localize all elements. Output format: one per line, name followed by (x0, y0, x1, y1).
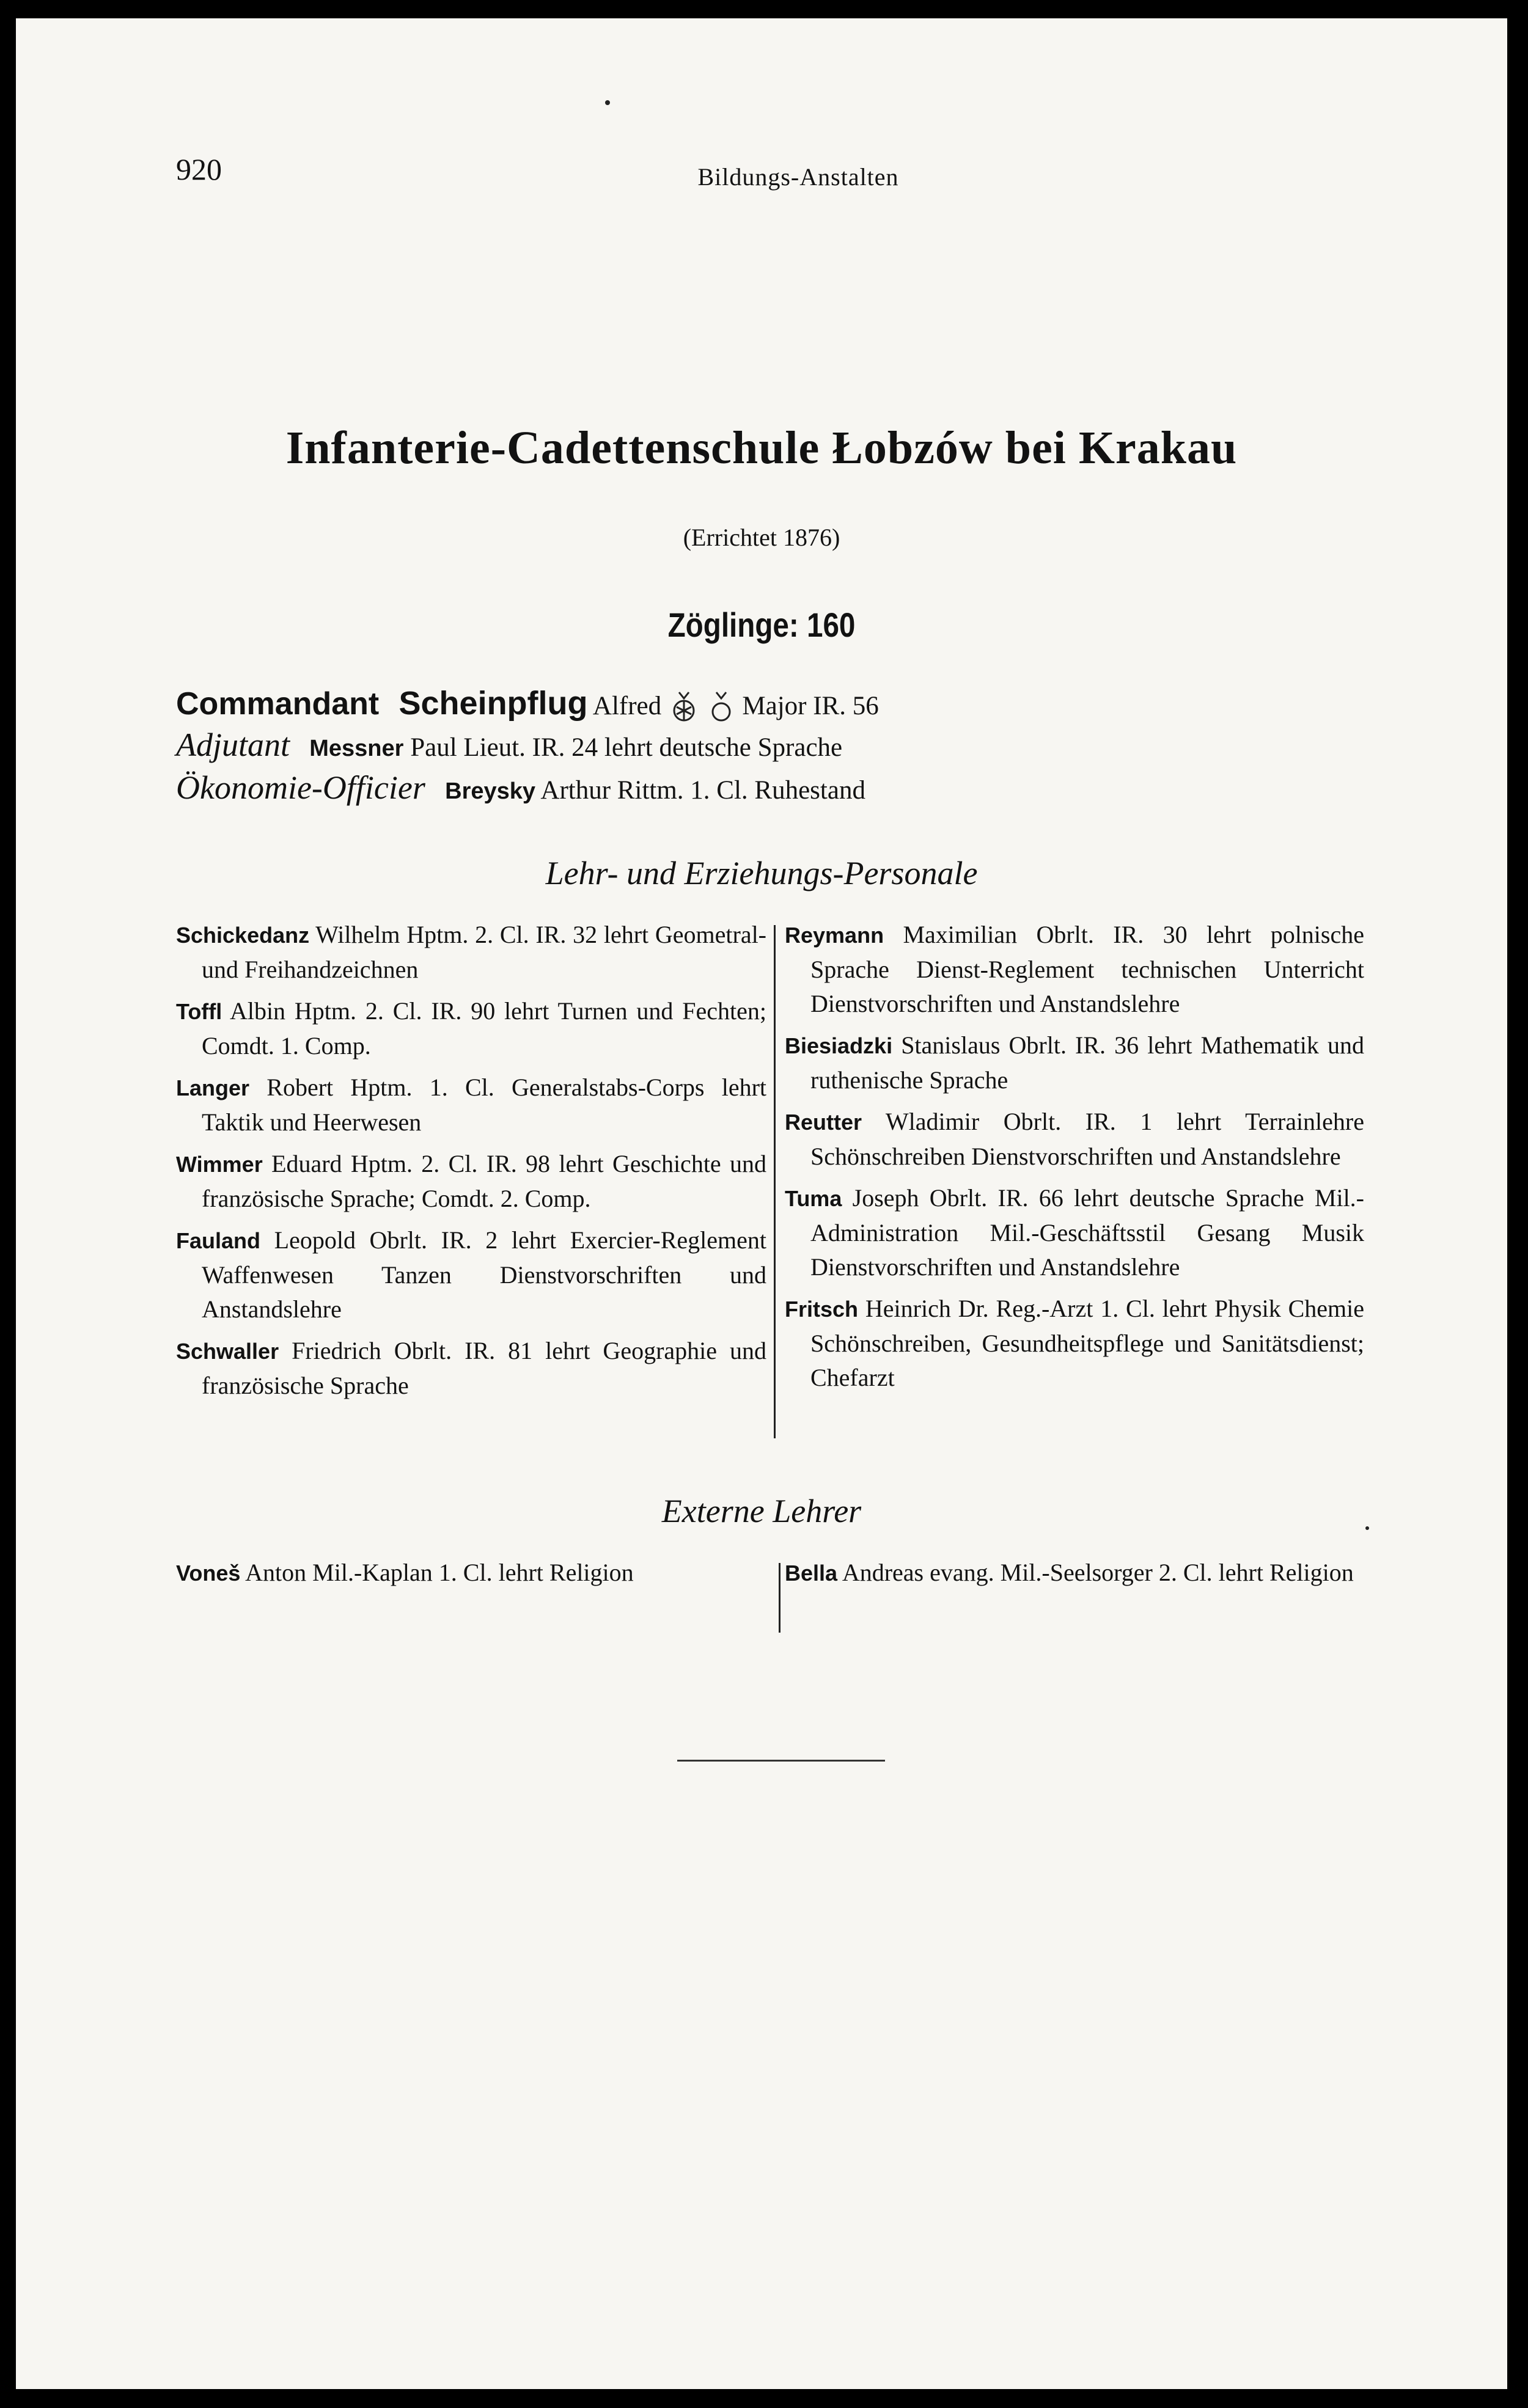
staff-entry (176, 1334, 766, 1403)
medal-icon (709, 690, 733, 726)
external-heading: Externe Lehrer (661, 1493, 862, 1529)
staff-entry (785, 1181, 1364, 1284)
staff-entry (785, 1105, 1364, 1174)
economy-officer-surname: Breysky (445, 778, 536, 804)
staff-entry (785, 918, 1364, 1021)
staff-entry (176, 1223, 766, 1327)
staff-surname: Fauland (176, 1228, 261, 1253)
economy-officer-role: Ökonomie-Officier (176, 769, 425, 806)
closing-rule (677, 1760, 885, 1762)
staff-details: Maximilian Obrlt. IR. 30 lehrt polnische Sprache Dienst-Reglement technischen Unterricht Dienstvorschriften und Anstandslehre (810, 921, 1364, 1017)
external-teacher-surname: Voneš (176, 1561, 241, 1586)
page-number: 920 (176, 152, 222, 186)
staff-entry (176, 1147, 766, 1216)
staff-details: Wladimir Obrlt. IR. 1 lehrt Terrainlehre Schönschreiben Dienstvorschriften und Anstandslehre (810, 1108, 1364, 1170)
staff-details: Robert Hptm. 1. Cl. Generalstabs-Corps lehrt Taktik und Heerwesen (202, 1074, 767, 1136)
column-divider (779, 1563, 781, 1633)
staff-surname: Schwaller (176, 1339, 279, 1364)
running-title: Bildungs-Anstalten (697, 163, 899, 191)
staff-entry (176, 918, 766, 987)
staff-details: Heinrich Dr. Reg.-Arzt 1. Cl. lehrt Physik Chemie Schönschreiben, Gesundheitspflege und Sanitätsdienst; Chefarzt (810, 1295, 1365, 1391)
staff-details: Eduard Hptm. 2. Cl. IR. 98 lehrt Geschichte und französische Sprache; Comdt. 2. Comp. (202, 1150, 766, 1212)
staff-surname: Biesiadzki (785, 1033, 893, 1058)
pupil-count: Zöglinge: 160 (667, 606, 856, 644)
staff-details: Joseph Obrlt. IR. 66 lehrt deutsche Sprache Mil.-Administration Mil.-Geschäftsstil Gesang Musik Dienstvorschriften und Anstandslehre (810, 1184, 1365, 1281)
staff-heading: Lehr- und Erziehungs-Personale (545, 855, 978, 891)
staff-entry (785, 1292, 1364, 1395)
staff-surname: Toffl (176, 999, 222, 1024)
adjutant-role: Adjutant (176, 726, 290, 763)
economy-officer-line (176, 769, 865, 807)
external-teacher-details: Anton Mil.-Kaplan 1. Cl. lehrt Religion (245, 1559, 634, 1586)
staff-entry (785, 1028, 1364, 1097)
external-teacher-details: Andreas evang. Mil.-Seelsorger 2. Cl. lehrt Religion (842, 1559, 1354, 1586)
staff-details: Albin Hptm. 2. Cl. IR. 90 lehrt Turnen und Fechten; Comdt. 1. Comp. (202, 997, 766, 1059)
external-teacher-surname: Bella (785, 1561, 838, 1586)
staff-entry (176, 1070, 766, 1140)
commandant-role: Commandant (176, 686, 380, 722)
order-star-icon (670, 690, 697, 726)
commandant-line (176, 684, 879, 726)
staff-surname: Schickedanz (176, 923, 310, 948)
commandant-given-name: Alfred (592, 692, 662, 720)
commandant-rank: Major IR. 56 (742, 692, 879, 720)
staff-details: Leopold Obrlt. IR. 2 lehrt Exercier-Reglement Waffenwesen Tanzen Dienstvorschriften und Anstandslehre (202, 1226, 766, 1323)
staff-surname: Langer (176, 1075, 250, 1100)
founded-note: (Errichtet 1876) (683, 524, 840, 551)
staff-entry (176, 994, 766, 1063)
external-teacher-entry (785, 1556, 1364, 1590)
staff-details: Stanislaus Obrlt. IR. 36 lehrt Mathematik und ruthenische Sprache (810, 1031, 1364, 1094)
commandant-surname: Scheinpflug (399, 685, 588, 722)
staff-details: Wilhelm Hptm. 2. Cl. IR. 32 lehrt Geometral- und Freihandzeichnen (202, 921, 767, 983)
external-column-right (785, 1556, 1364, 1598)
economy-officer-details: Arthur Rittm. 1. Cl. Ruhestand (540, 776, 865, 805)
adjutant-surname: Messner (309, 736, 404, 761)
staff-surname: Reutter (785, 1110, 862, 1135)
speck (605, 100, 610, 105)
staff-column-right (785, 918, 1364, 1402)
staff-surname: Wimmer (176, 1152, 263, 1177)
staff-surname: Reymann (785, 923, 884, 948)
staff-column-left (176, 918, 766, 1410)
staff-surname: Tuma (785, 1186, 842, 1211)
adjutant-details: Paul Lieut. IR. 24 lehrt deutsche Sprache (410, 733, 843, 762)
column-divider (774, 925, 776, 1438)
speck (1365, 1526, 1369, 1530)
external-column-left (176, 1556, 766, 1598)
staff-details: Friedrich Obrlt. IR. 81 lehrt Geographie und französische Sprache (202, 1337, 767, 1399)
adjutant-line (176, 726, 842, 764)
document-page (16, 18, 1507, 2389)
staff-surname: Fritsch (785, 1297, 859, 1322)
external-teacher-entry (176, 1556, 766, 1590)
document-title: Infanterie-Cadettenschule Łobzów bei Krakau (285, 422, 1238, 474)
